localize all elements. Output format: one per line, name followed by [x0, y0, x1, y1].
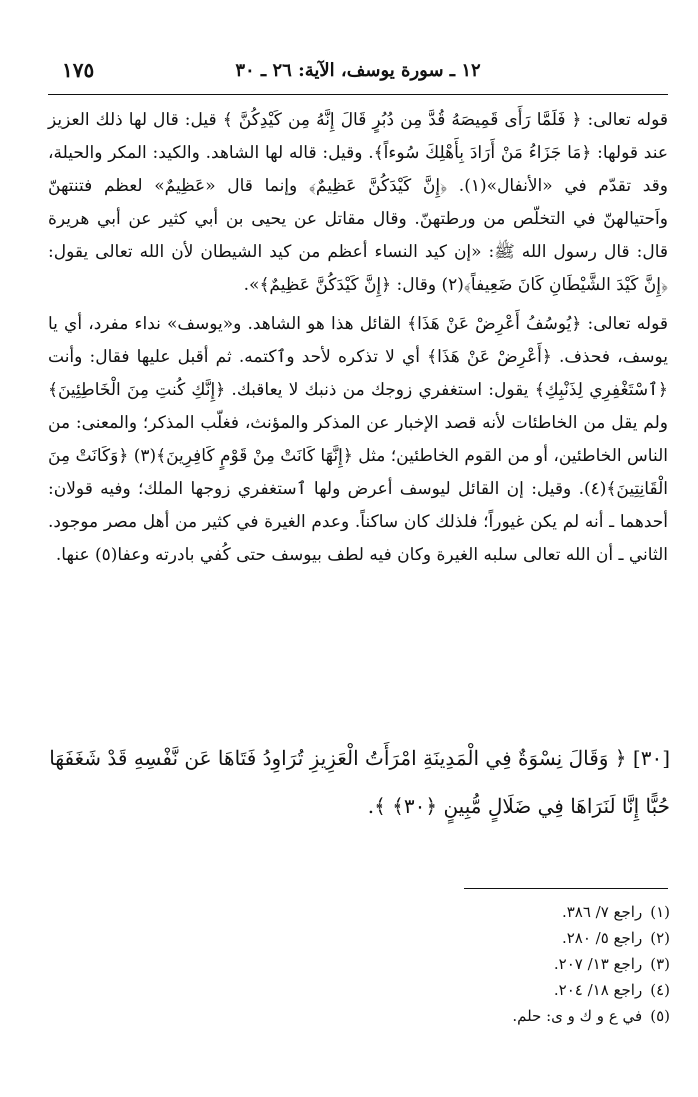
- commentary-paragraph-1: قوله تعالى: ﴿ فَلَمَّا رَأَى قَمِيصَهُ قُدَّ مِن دُبُرٍ قَالَ إِنَّهُ مِن كَيْدِكُنَّ ﴾ قيل: قال لها ذلك العزيز عند قولها: ﴿مَا جَزَاءُ مَنْ أَرَادَ بِأَهْلِكَ سُوءاً﴾. وقيل: قاله لها الشاهد. والكيد: المكر والحيلة، وقد تقدّم في «الأنفال»(١). ﴿إِنَّ كَيْدَكُنَّ عَظِيمٌ﴾ وإنما قال «عَظِيمٌ» لعظم فتنتهنّ واَحتيالهنّ في التخلّص من ورطتهنّ. وقال مقاتل عن يحيى بن أبي كثير عن أبي هريرة قال: قال رسول الله ﷺ: «إن كيد النساء أعظم من كيد الشيطان لأن الله تعالى يقول: ﴿إِنَّ كَيْدَ الشَّيْطَانِ كَانَ ضَعِيفاً﴾(٢) وقال: ﴿إِنَّ كَيْدَكُنَّ عَظِيمٌ﴾».: [48, 110, 669, 295]
- footnote-item: [370, 899, 670, 925]
- footnote-item: [370, 1003, 670, 1029]
- commentary-paragraph-2: قوله تعالى: ﴿يُوسُفُ أَعْرِضْ عَنْ هَذَا﴾ القائل هذا هو الشاهد. و«يوسف» نداء مفرد، أي يا يوسف، فحذف. ﴿أَعْرِضْ عَنْ هَذَا﴾ أي لا تذكره لأحد وٱكتمه. ثم أقبل عليها فقال: وأنت ﴿ٱسْتَغْفِرِي لِذَنْبِكِ﴾ يقول: استغفري زوجك من ذنبك لا يعاقبك. ﴿إِنَّكِ كُنتِ مِنَ الْخَاطِئِينَ﴾ ولم يقل من الخاطئات لأنه قصد الإخبار عن المذكر والمؤنث، فغلّب المذكر؛ والمعنى: من الناس الخاطئين، أو من القوم الخاطئين؛ مثل ﴿إِنَّهَا كَانَتْ مِنْ قَوْمٍ كَافِرِينَ﴾(٣) ﴿وَكَانَتْ مِنَ الْقَانِتِينَ﴾(٤). وقيل: إن القائل ليوسف أعرض ولها ٱستغفري زوجها الملك؛ وفيه قولان: أحدهما ـ أنه لم يكن غيوراً؛ فلذلك كان ساكناً. وعدم الغيرة في كثير من أهل مصر موجود. الثاني ـ أن الله تعالى سلبه الغيرة وكان فيه لطف بيوسف حتى كُفي بادرته وعفا(٥) عنها.: [48, 314, 668, 565]
- footnote-item: [370, 951, 670, 977]
- footnote-mark: (٤): [650, 981, 670, 999]
- footnote-text: راجع ٧/ ٣٨٦.: [561, 903, 643, 921]
- footnote-divider: [464, 888, 668, 889]
- running-head: [48, 54, 668, 95]
- page-header-title: ١٢ ـ سورة يوسف، الآية: ٢٦ ـ ٣٠: [235, 60, 481, 81]
- verse-text: ﴿ وَقَالَ نِسْوَةٌ فِي الْمَدِينَةِ امْرَأَتُ الْعَزِيزِ تُرَاوِدُ فَتَاهَا عَن نَّفْسِهِ قَدْ شَغَفَهَا حُبًّا إِنَّا لَنَرَاهَا فِي ضَلَالٍ مُّبِينٍ ﴿٣٠﴾ ﴾.: [49, 746, 670, 818]
- verse-number: [٣٠]: [632, 746, 670, 770]
- footnote-mark: (٢): [650, 929, 670, 947]
- page-number: ١٧٥: [62, 58, 95, 82]
- commentary-body: [48, 104, 668, 572]
- footnote-text: في ع و ك و ى: حلم.: [512, 1007, 643, 1025]
- quran-verse-block: [40, 734, 670, 830]
- footnote-mark: (٥): [650, 1007, 670, 1025]
- footnote-mark: (١): [650, 903, 670, 921]
- footnote-item: [370, 925, 670, 951]
- footnote-item: [370, 977, 670, 1003]
- footnote-text: راجع ٥/ ٢٨٠.: [561, 929, 643, 947]
- footnote-mark: (٣): [650, 955, 670, 973]
- footnote-text: راجع ١٣/ ٢٠٧.: [553, 955, 643, 973]
- footnote-text: راجع ١٨/ ٢٠٤.: [553, 981, 643, 999]
- footnotes-list: [370, 899, 670, 1029]
